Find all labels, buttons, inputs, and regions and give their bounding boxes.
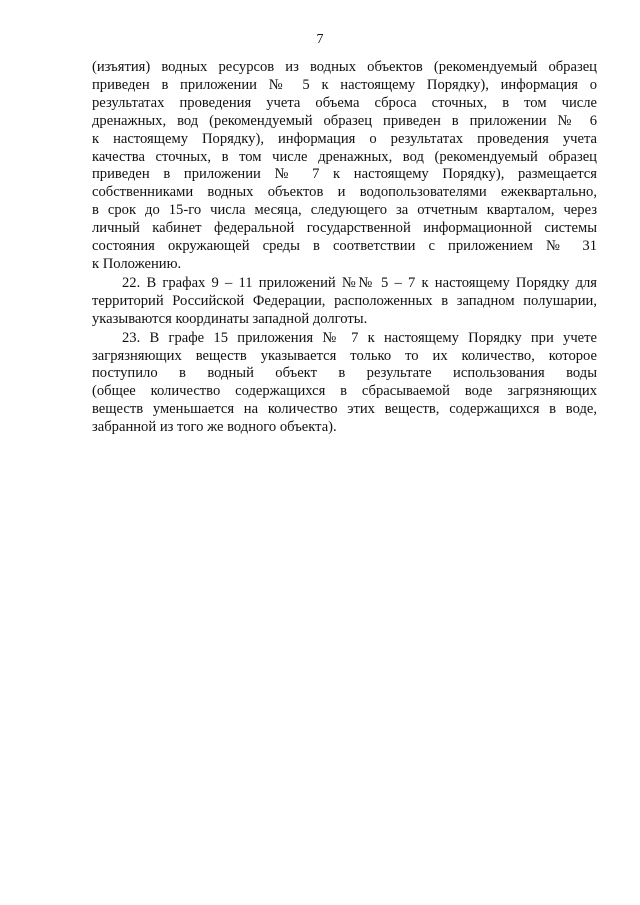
text-line: состояния окружающей среды в соответствии с приложением № 31: [92, 238, 597, 255]
text-line: забранной из того же водного объекта).: [92, 419, 337, 436]
text-line: в срок до 15-го числа месяца, следующего за отчетным кварталом, через: [92, 202, 597, 219]
page-number: 7: [316, 32, 324, 47]
text-line: поступило в водный объект в результате использования воды: [92, 365, 597, 382]
text-line: к настоящему Порядку), информация о результатах проведения учета: [92, 130, 597, 147]
text-line: (изъятия) водных ресурсов из водных объектов (рекомендуемый образец: [92, 59, 597, 75]
text-line: к Положению.: [92, 255, 182, 272]
text-line: 22. В графах 9 – 11 приложений №№ 5 – 7 к настоящему Порядку для: [122, 274, 597, 291]
text-line: личный кабинет федеральной государственной информационной системы: [92, 220, 597, 237]
text-line: (общее количество содержащихся в сбрасываемой воде загрязняющих: [92, 383, 597, 400]
paragraph-23: [92, 330, 597, 437]
text-line: веществ уменьшается на количество этих веществ, содержащихся в воде,: [92, 401, 597, 418]
text-line: приведен в приложении № 5 к настоящему Порядку), информация о: [92, 76, 597, 93]
text-line: 23. В графе 15 приложения № 7 к настоящему Порядку при учете: [122, 329, 597, 346]
text-line: загрязняющих веществ указывается только то их количество, которое: [92, 347, 597, 364]
text-line: территорий Российской Федерации, расположенных в западном полушарии,: [92, 292, 597, 309]
paragraph-22: [92, 275, 597, 329]
document-body: [92, 59, 597, 437]
text-line: приведен в приложении № 7 к настоящему Порядку), размещается: [92, 166, 597, 183]
text-line: качества сточных, в том числе дренажных, вод (рекомендуемый образец: [92, 148, 597, 165]
text-line: дренажных, вод (рекомендуемый образец приведен в приложении № 6: [92, 112, 597, 129]
text-line: собственниками водных объектов и водопользователями ежеквартально,: [92, 184, 597, 201]
text-line: указываются координаты западной долготы.: [92, 310, 368, 327]
paragraph-water-intake-info: [92, 59, 597, 274]
text-line: результатах проведения учета объема сброса сточных, в том числе: [92, 94, 597, 111]
